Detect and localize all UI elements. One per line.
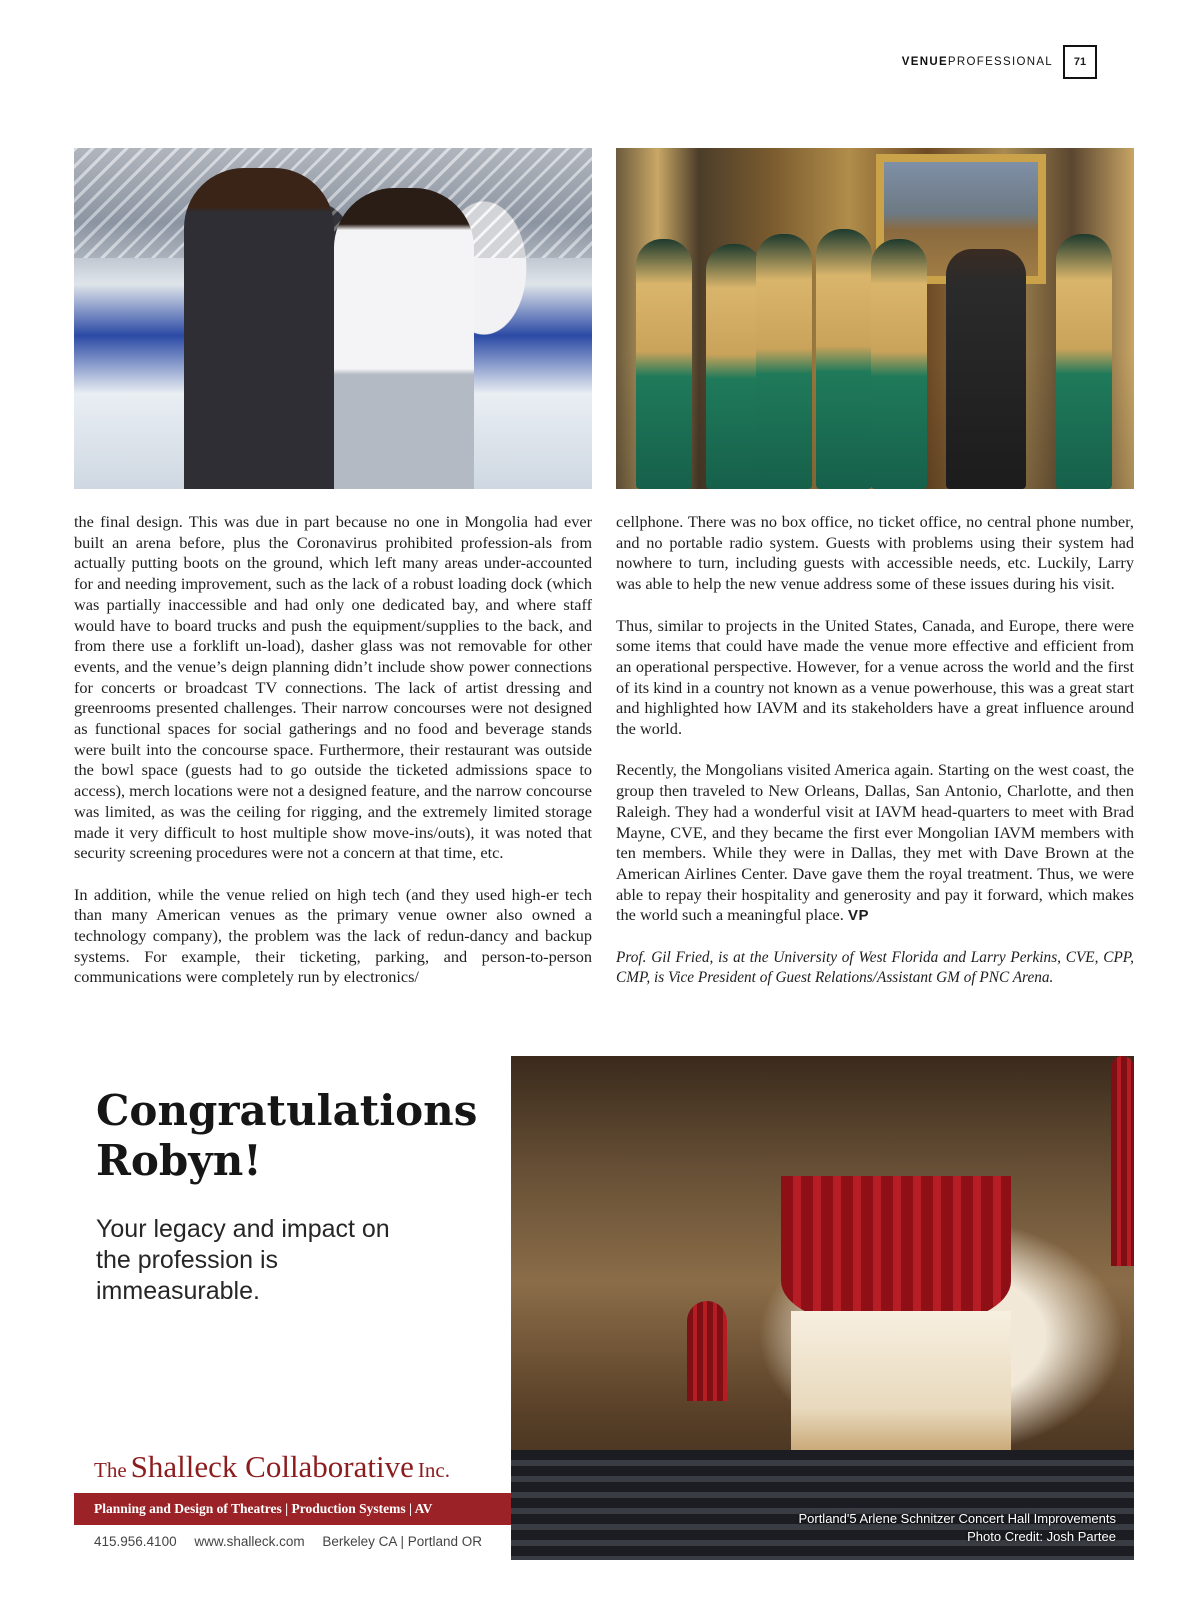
logo-name: Shalleck Collaborative	[130, 1449, 414, 1484]
ad-headline: Congratulations Robyn!	[96, 1086, 478, 1185]
performer-figure	[756, 234, 812, 489]
stage-curtain	[781, 1176, 1011, 1326]
side-curtain	[687, 1301, 727, 1401]
masthead-bold: VENUE	[901, 56, 948, 68]
phone-number: 415.956.4100	[94, 1534, 177, 1549]
performer-figure	[1056, 234, 1112, 489]
caption-line: Portland'5 Arlene Schnitzer Concert Hall Improvements	[798, 1511, 1116, 1526]
article-column-left	[74, 512, 592, 1009]
final-paragraph-text: Recently, the Mongolians visited America again. Starting on the west coast, the group then traveled to New Orleans, Dallas, San Antonio, Charlotte, and then Raleigh. They had a wonderful visit at IAVM head-quarters to meet with Brad Mayne, CVE, and they became the first ever Mongolian IAVM members with ten members. While they were in Dallas, they met with Dave Brown at the American Airlines Center. Dave gave them the royal treatment. Thus, we were able to repay their hospitality and generosity and pay it forward, which makes the world such a meaningful place.	[616, 760, 1134, 925]
side-curtain	[1111, 1056, 1134, 1266]
ad-subhead: Your legacy and impact on the profession is immeasurable.	[96, 1215, 390, 1305]
tagline-band: Planning and Design of Theatres | Production Systems | AV	[74, 1493, 511, 1525]
article-column-right	[616, 512, 1134, 1010]
logo-the: The	[94, 1458, 127, 1482]
person-suit	[946, 249, 1026, 489]
advertisement	[74, 1056, 1134, 1560]
locations: Berkeley CA | Portland OR	[322, 1534, 482, 1549]
performer-figure	[636, 239, 692, 489]
person-jersey	[334, 188, 474, 489]
page-number: 71	[1063, 45, 1097, 79]
website-link[interactable]: www.shalleck.com	[194, 1534, 305, 1549]
masthead	[902, 56, 1053, 68]
article-paragraph: Thus, similar to projects in the United States, Canada, and Europe, there were some items that could have made the venue more effective and efficient from an operational perspective. However, for a venue across the world and the first of its kind in a country not known as a venue powerhouse, this was a great start and highlighted how IAVM and its stakeholders have a great influence around the world.	[616, 615, 1134, 739]
article-paragraph-final	[616, 760, 1134, 927]
article-paragraph: In addition, while the venue relied on high tech (and they used high-er tech than many American venues as the primary venue owner also owned a technology company), the problem was the lack of redun-dancy and backup systems. For example, their ticketing, parking, and person-to-person communications were completely run by electronics/	[74, 884, 592, 987]
person-suit	[184, 168, 334, 489]
photo-caption	[798, 1510, 1116, 1546]
ad-photo-concert-hall	[511, 1056, 1134, 1560]
caption-credit: Photo Credit: Josh Partee	[967, 1529, 1116, 1544]
end-mark: VP	[847, 907, 869, 925]
logo-inc: Inc.	[417, 1458, 450, 1482]
author-byline: Prof. Gil Fried, is at the University of West Florida and Larry Perkins, CVE, CPP, CMP, is Vice President of Guest Relations/Assistant GM of PNC Arena.	[616, 948, 1134, 987]
masthead-light: PROFESSIONAL	[947, 56, 1053, 68]
photo-ice-arena	[74, 148, 592, 489]
performer-figure	[706, 244, 762, 489]
performer-figure	[871, 239, 927, 489]
performer-figure	[816, 229, 872, 489]
contact-line	[94, 1534, 496, 1549]
photo-mongolian-group	[616, 148, 1134, 489]
stage	[791, 1311, 1011, 1451]
article-paragraph: the final design. This was due in part because no one in Mongolia had ever built an arena before, plus the Coronavirus prohibited profession-als from actually putting boots on the ground, which left many areas under-accounted for and needing improvement, such as the lack of a robust loading dock (which was partially inaccessible and had only one dedicated bay, and where staff would have to board trucks and push the equipment/supplies to the back, and from there use a forklift un-load), dasher glass was not removable for other events, and the venue’s deign planning didn’t include show power connections for concerts or broadcast TV connections. The lack of artist dressing and greenrooms presented challenges. Their narrow concourses were not designed as functional spaces for social gatherings and no food and beverage stands were built into the concourse space. Furthermore, their restaurant was outside the bowl space (guests had to go outside the ticketed admissions space to access), merch locations were not a designed feature, and the narrow concourse was limited, as was the ceiling for rigging, and the extremely limited storage made it very difficult to host multiple show move-ins/outs), it was noted that security screening procedures were not a concern at that time, etc.	[74, 512, 592, 863]
article-paragraph: cellphone. There was no box office, no ticket office, no central phone number, and no portable radio system. Guests with problems using their system had nowhere to turn, including guests with accessible needs, etc. Luckily, Larry was able to help the new venue address some of these issues during his visit.	[616, 512, 1134, 594]
page-header	[902, 44, 1097, 80]
company-logo	[94, 1449, 450, 1485]
